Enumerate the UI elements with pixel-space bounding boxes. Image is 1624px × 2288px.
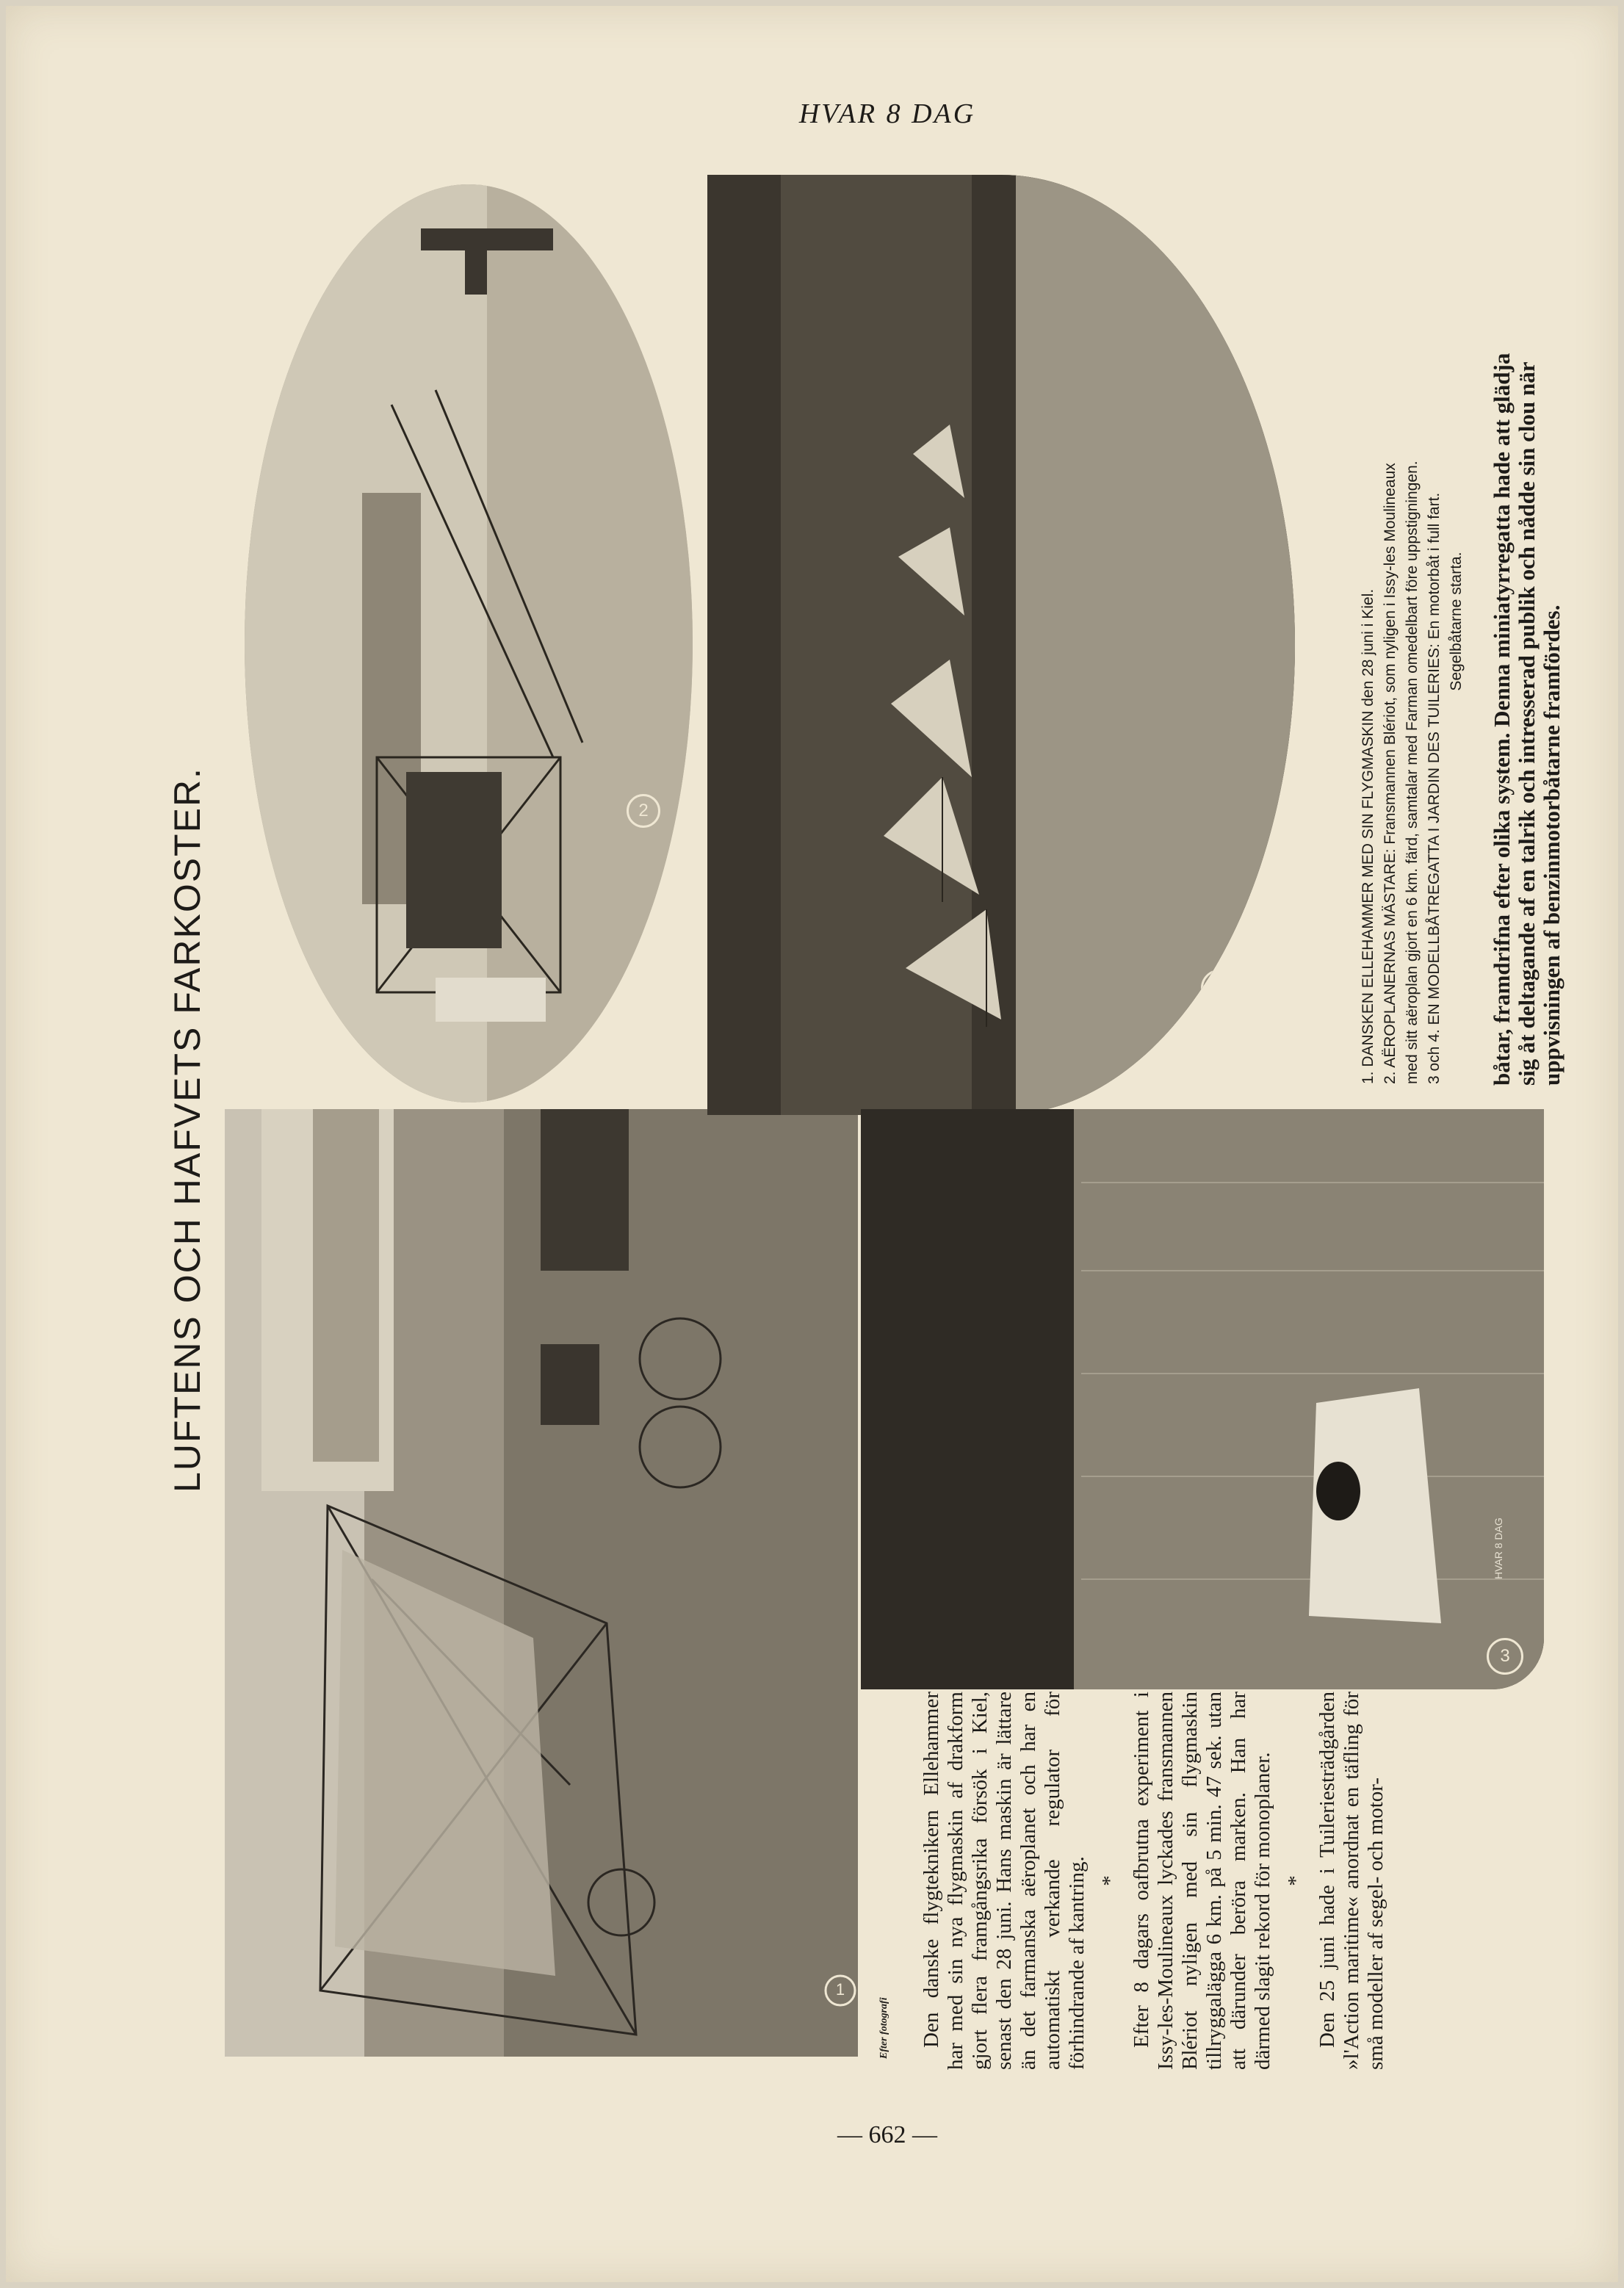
caption-3a: 3 och 4. EN MODELLBÅTREGATTA I JARDIN DES TUILERIES: En motorbåt i full fart. [1426,492,1443,1084]
caption-2a: 2. AËROPLANERNAS MÄSTARE: Fransmannen Blériot, som nyligen i Issy-les Moulineaux [1382,463,1399,1084]
magazine-page [6,6,1618,2282]
para-regatta: Den 25 juni hade i Tuileriesträdgården »l'Action maritime« anordnat en täfling för små modeller af segel- och motor- [1316,1692,1387,2070]
photo-credit: Efter fotografi [878,1997,889,2059]
photo-3-watermark: HVAR 8 DAG [1493,1517,1504,1579]
photo-bleriot-farman [245,184,693,1103]
separator-2: * [1284,1875,1307,1886]
photo-3-number: 3 [1487,1638,1523,1675]
photo-3-image [861,1109,1544,1689]
photo-captions [1357,159,1468,1084]
article-continuation [1490,153,1565,1086]
photo-sailboats [707,175,1295,1115]
photo-4-number: 4 [1201,970,1238,1006]
continuation-line-1: båtar, framdrifna efter olika system. Denna miniatyrregatta hade att glädja [1489,353,1515,1086]
separator-1: * [1098,1875,1122,1886]
page-number: — 662 — [837,2121,937,2148]
photo-1-number: 1 [835,1980,845,1999]
caption-3b: Segelbåtarne starta. [1448,552,1465,691]
photo-2-image [245,184,693,1103]
running-header: HVAR 8 DAG [798,98,976,129]
continuation-line-2: sig åt deltagande af en talrik och intresserad publik och nådde sin clou när [1514,361,1540,1086]
para-ellehammer: Den danske flygteknikern Ellehammer har med sin nya flygmaskin af drakform gjort flera framgångsrika försök i Kiel, senast den 28 juni. Hans maskin är lättare än det farmanska aëroplanet och har en automatiskt verkande regulator för förhindrande af kantring. [920,1692,1089,2070]
caption-1: 1. DANSKEN ELLEHAMMER MED SIN FLYGMASKIN den 28 juni i Kiel. [1360,588,1376,1084]
article-column-left [920,1692,1397,2070]
article-title: LUFTENS OCH HAFVETS FARKOSTER. [167,767,208,1493]
continuation-line-3: uppvisningen af benzinmotorbåtarne framfördes. [1539,605,1565,1086]
photo-ellehammer-machine [225,1109,858,2057]
photo-1-image [225,1109,858,2057]
para-bleriot: Efter 8 dagars oafbrutna experiment i Issy-les-Moulineaux lyckades fransmannen Blériot nyligen med sin flygmaskin tillryggalägga 6 km. på 5 min. 47 sek. utan att därunder beröra marken. Han har därmed slagit rekord för monoplaner. [1130,1692,1274,2070]
photo-motorboat [861,1109,1544,1689]
photo-2-number: 2 [627,794,660,828]
caption-2b: med sitt aëroplan gjort en 6 km. färd, samtalar med Farman omedelbart före uppstigningen. [1404,461,1421,1084]
